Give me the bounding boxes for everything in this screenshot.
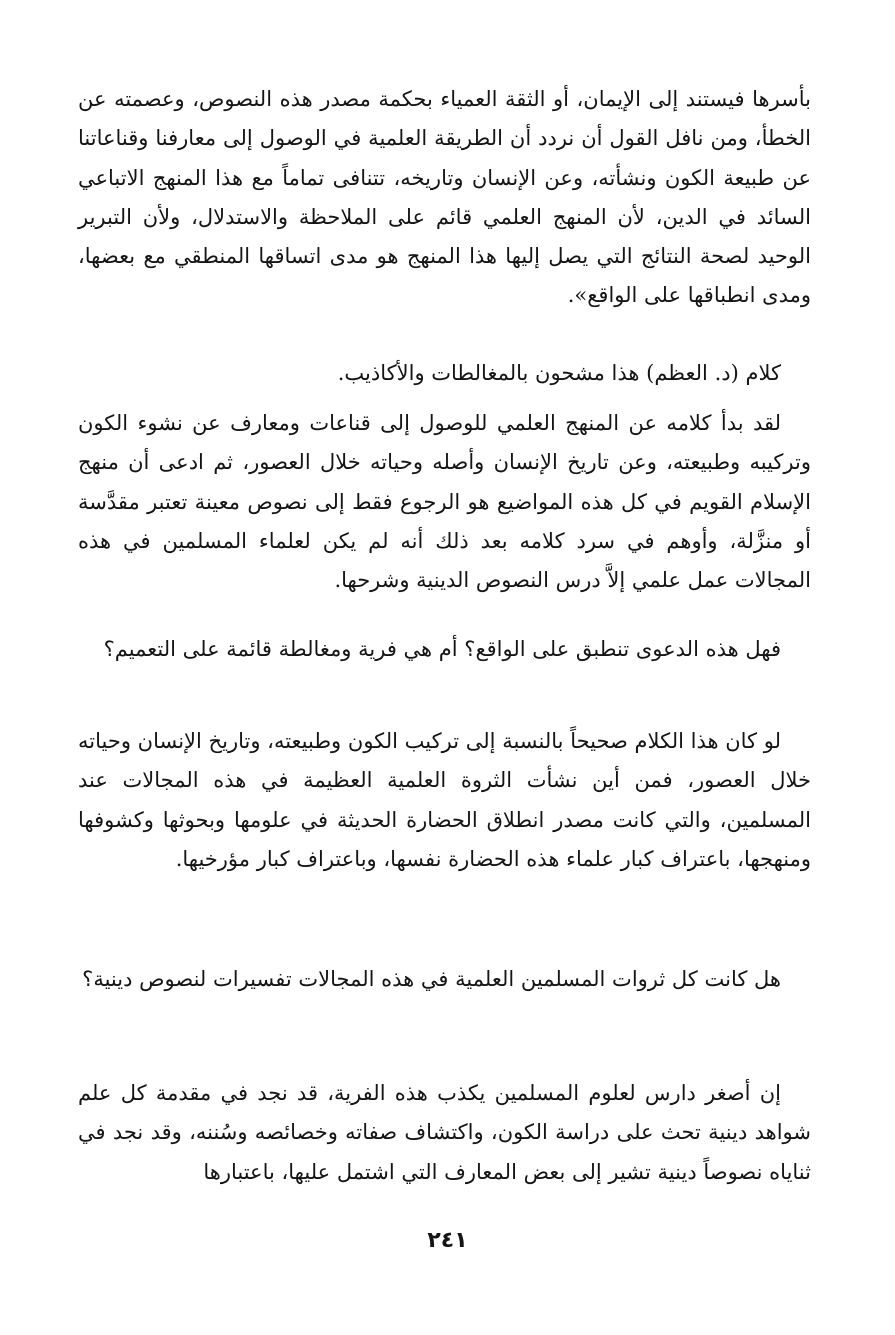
paragraph-5: لو كان هذا الكلام صحيحاً بالنسبة إلى تركيب الكون وطبيعته، وتاريخ الإنسان وحياته خلال العصور، فمن أين نشأت الثروة العلمية العظيمة في هذه المجالات عند المسلمين، والتي كانت مصدر انطلاق الحضارة الحديثة في علومها وبحوثها وكشوفها ومنهجها، باعتراف كبار علماء هذه الحضارة نفسها، وباعتراف كبار مؤرخيها. [78, 729, 811, 871]
paragraph-3: لقد بدأ كلامه عن المنهج العلمي للوصول إلى قناعات ومعارف عن نشوء الكون وتركيبه وطبيعته، وعن تاريخ الإنسان وأصله وحياته خلال العصور، ثم ادعى أن منهج الإسلام القويم في كل هذه المواضيع هو الرجوع فقط إلى نصوص معينة تعتبر مقدَّسة أو منزَّلة، وأوهم في سرد كلامه بعد ذلك أنه لم يكن لعلماء المسلمين في هذه المجالات عمل علمي إلاَّ درس النصوص الدينية وشرحها. [78, 411, 811, 593]
paragraph-4: فهل هذه الدعوى تنطبق على الواقع؟ أم هي فرية ومغالطة قائمة على التعميم؟ [103, 637, 781, 661]
paragraph-block [78, 404, 811, 600]
paragraph-block [78, 630, 811, 669]
paragraph-block [78, 354, 811, 393]
paragraph-block [78, 960, 811, 999]
paragraph-2: كلام (د. العظم) هذا مشحون بالمغالطات والأكاذيب. [337, 361, 781, 385]
page-number: ٢٤١ [427, 1228, 468, 1253]
paragraph-block [78, 722, 811, 879]
paragraph-7: إن أصغر دارس لعلوم المسلمين يكذب هذه الفرية، قد نجد في مقدمة كل علم شواهد دينية تحث على دراسة الكون، واكتشاف صفاته وخصائصه وسُننه، وقد نجد في ثناياه نصوصاً دينية تشير إلى بعض المعارف التي اشتمل عليها، باعتبارها [78, 1081, 811, 1184]
paragraph-1: بأسرها فيستند إلى الإيمان، أو الثقة العمياء بحكمة مصدر هذه النصوص، وعصمته عن الخطأ، ومن نافل القول أن نردد أن الطريقة العلمية في الوصول إلى معارفنا وقناعاتنا عن طبيعة الكون ونشأته، وعن الإنسان وتاريخه، تتنافى تماماً مع هذا المنهج الاتباعي السائد في الدين، لأن المنهج العلمي قائم على الملاحظة والاستدلال، ولأن التبرير الوحيد لصحة النتائج التي يصل إليها هذا المنهج هو مدى اتساقها المنطقي مع بعضها، ومدى انطباقها على الواقع». [78, 87, 811, 308]
paragraph-continuation [78, 80, 811, 316]
paragraph-block [78, 1074, 811, 1192]
paragraph-6: هل كانت كل ثروات المسلمين العلمية في هذه المجالات تفسيرات لنصوص دينية؟ [82, 967, 781, 991]
